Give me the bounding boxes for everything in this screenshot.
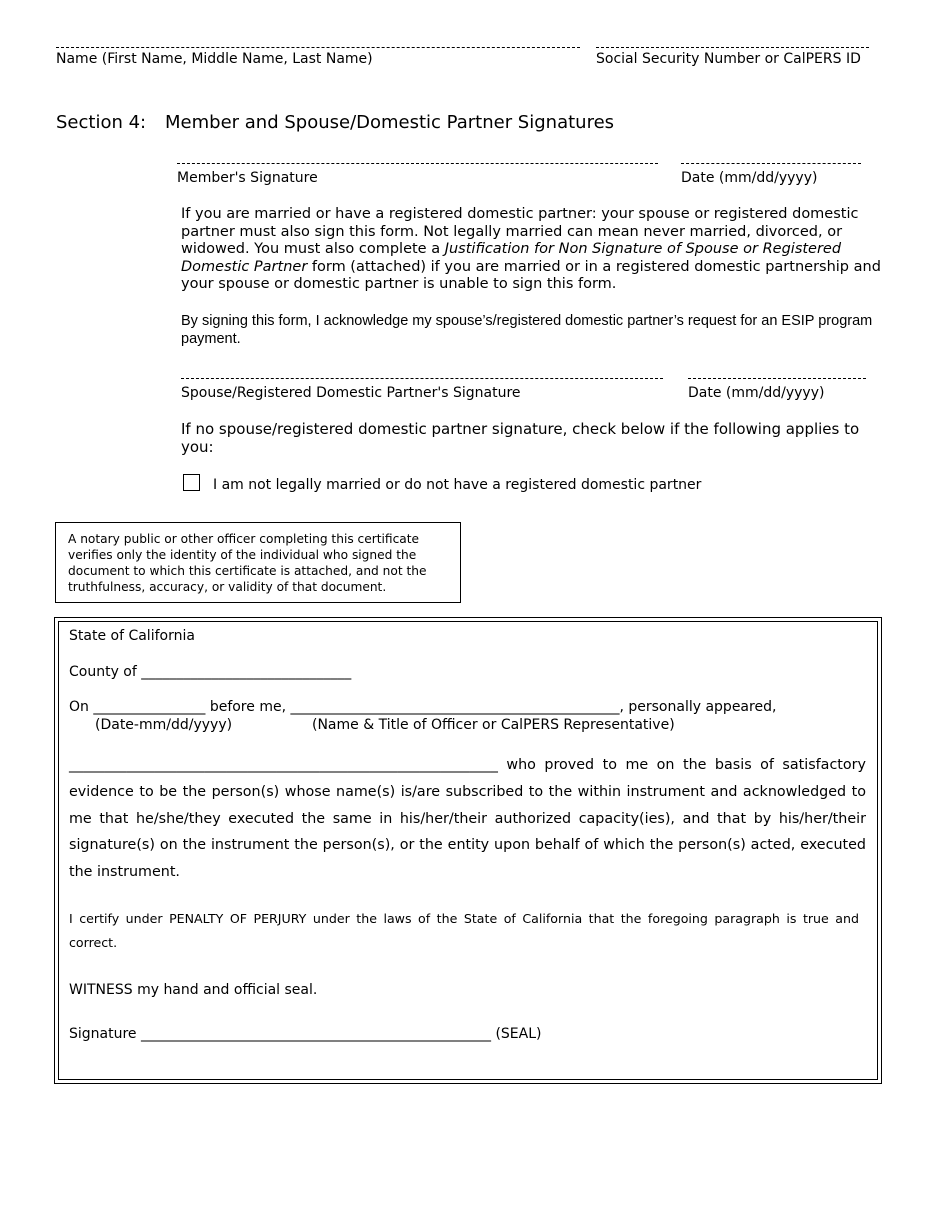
acknowledgment-text: who proved to me on the basis of satisfactory evidence to be the person(s) whose name(s) is/are subscribed to the within instrument and acknowledged to me that he/she/they executed the same in his/her/their authorized capacity(ies), and that by his/her/their signature(s) on the instrument the person(s), or the entity upon behalf of which the person(s) acted, executed the instrument.: [69, 757, 866, 881]
spouse-instructions: [181, 206, 881, 294]
instructions-part2: form (attached) if you are married or in a registered domestic partnership and your spouse or domestic partner is unable to sign this form.: [181, 258, 881, 292]
county-row: [69, 664, 351, 680]
ssn-field-line[interactable]: [596, 47, 869, 48]
witness-statement: WITNESS my hand and official seal.: [69, 982, 318, 998]
spouse-signature-label: Spouse/Registered Domestic Partner's Signature: [181, 385, 521, 401]
section-title: Member and Spouse/Domestic Partner Signatures: [165, 112, 615, 133]
name-label: Name (First Name, Middle Name, Last Name): [56, 51, 373, 67]
ssn-label: Social Security Number or CalPERS ID: [596, 51, 861, 67]
member-date-label: Date (mm/dd/yyyy): [681, 170, 818, 186]
officer-name-field[interactable]: _______________________________________________: [290, 699, 620, 715]
before-me-label: before me,: [209, 699, 287, 715]
spouse-date-line[interactable]: [688, 378, 866, 379]
acknowledgment-paragraph: [69, 752, 866, 886]
notary-signature-label: Signature: [69, 1026, 137, 1042]
not-married-checkbox[interactable]: [183, 474, 200, 491]
appearance-row: [69, 699, 776, 715]
county-field[interactable]: ______________________________: [141, 664, 352, 680]
perjury-certification: I certify under PENALTY OF PERJURY under the laws of the State of California that the foregoing paragraph is true and correct.: [69, 911, 859, 950]
personally-appeared-label: , personally appeared,: [619, 699, 777, 715]
date-hint: (Date-mm/dd/yyyy): [95, 717, 233, 733]
member-date-line[interactable]: [681, 163, 861, 164]
notary-signature-field[interactable]: __________________________________________________: [141, 1026, 491, 1042]
member-signature-label: Member's Signature: [177, 170, 318, 186]
no-signature-prompt: If no spouse/registered domestic partner signature, check below if the following applies to you:: [181, 420, 860, 456]
not-married-label: I am not legally married or do not have a registered domestic partner: [213, 477, 702, 493]
name-field-line[interactable]: [56, 47, 580, 48]
on-label: On: [69, 699, 89, 715]
spouse-date-label: Date (mm/dd/yyyy): [688, 385, 825, 401]
member-signature-line[interactable]: [177, 163, 658, 164]
officer-hint: (Name & Title of Officer or CalPERS Representative): [312, 717, 675, 733]
section-number: Section 4:: [56, 112, 147, 133]
instructions-part1: If you are married or have a registered domestic partner: your spouse or registered domestic partner must also sign this form. Not legally married can mean never married, divorced, or widowed. You must also complete a: [181, 206, 859, 257]
appeared-person-field[interactable]: ____________________________________________________________: [69, 757, 498, 773]
acknowledge-statement: By signing this form, I acknowledge my spouse’s/registered domestic partner’s request for an ESIP program payment.: [181, 313, 873, 347]
justification-form-name: Justification for Non Signature of Spouse or Registered Domestic Partner: [181, 241, 842, 275]
notary-signature-row: [69, 1026, 542, 1042]
spouse-signature-line[interactable]: [181, 378, 663, 379]
notary-notice-box: A notary public or other officer completing this certificate verifies only the identity of the individual who signed the document to which this certificate is attached, and not the truthfulness, accuracy, or validity of that document.: [55, 522, 461, 603]
seal-label: (SEAL): [495, 1026, 542, 1042]
county-label: County of: [69, 664, 137, 680]
state-label: State of California: [69, 628, 195, 644]
notary-date-field[interactable]: ________________: [93, 699, 206, 715]
